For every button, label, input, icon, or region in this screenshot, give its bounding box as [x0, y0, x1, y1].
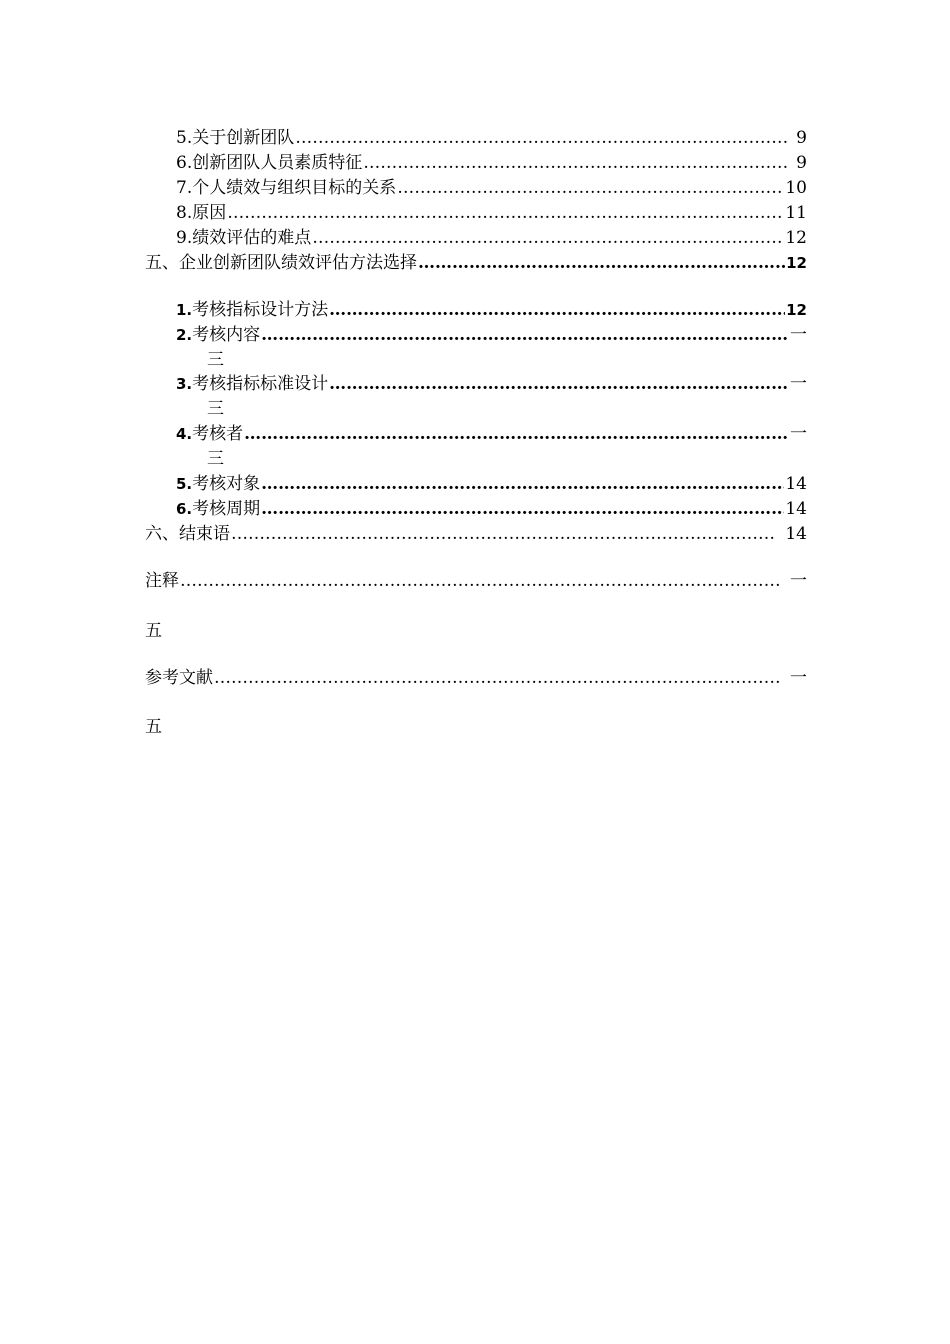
toc-entry[interactable] — [176, 472, 807, 496]
dot-leader — [312, 226, 784, 250]
toc-entry[interactable] — [176, 422, 807, 446]
toc-entry[interactable] — [176, 298, 807, 322]
dot-leader — [295, 126, 787, 150]
dot-leader — [244, 422, 789, 446]
toc-entry-title: 考核者 — [192, 424, 244, 444]
toc-entry-number: 7. — [176, 178, 193, 198]
toc-entry-page: 9 — [796, 128, 807, 148]
toc-entry-page: 9 — [796, 153, 807, 173]
toc-entry-page: 12 — [786, 301, 807, 319]
toc-entry-page: 一 — [790, 424, 807, 444]
toc-entry-number: 6. — [176, 500, 193, 518]
dot-leader — [261, 323, 789, 347]
toc-entry[interactable] — [176, 151, 807, 175]
toc-entry[interactable] — [176, 201, 807, 225]
toc-section-heading[interactable] — [145, 569, 807, 593]
toc-entry-title: 考核对象 — [192, 474, 261, 494]
toc-entry[interactable] — [176, 372, 807, 396]
toc-entry-page: 一 — [790, 571, 807, 591]
toc-entry-number: 2. — [176, 326, 193, 344]
dot-leader — [397, 176, 784, 200]
dot-leader — [231, 522, 774, 546]
toc-entry-title: 参考文献 — [145, 668, 213, 688]
toc-section-heading[interactable] — [145, 666, 807, 690]
toc-entry[interactable] — [176, 226, 807, 250]
toc-entry-title: 五、企业创新团队绩效评估方法选择 — [145, 253, 417, 273]
toc-entry-number: 3. — [176, 375, 193, 393]
toc-entry-number: 1. — [176, 301, 193, 319]
toc-entry-page: 一 — [790, 668, 807, 688]
toc-entry-title: 考核内容 — [192, 325, 261, 345]
toc-entry[interactable] — [176, 176, 807, 200]
toc-entry-page: 11 — [785, 203, 807, 223]
toc-entry-page: 14 — [785, 474, 807, 494]
toc-section-heading[interactable] — [145, 251, 807, 275]
toc-entry[interactable] — [176, 497, 807, 521]
toc-entry-title: 创新团队人员素质特征 — [192, 153, 363, 173]
toc-page-wrap: 三 — [207, 449, 224, 469]
toc-entry-title: 六、结束语 — [145, 524, 230, 544]
toc-section-heading[interactable] — [145, 522, 807, 546]
toc-entry-page: 14 — [785, 499, 807, 519]
toc-entry-number: 4. — [176, 425, 193, 443]
toc-entry-title: 考核周期 — [192, 499, 261, 519]
toc-entry-title: 原因 — [192, 203, 227, 223]
toc-entry-number: 5. — [176, 128, 193, 148]
dot-leader — [227, 201, 784, 225]
toc-entry-page: 一 — [790, 325, 807, 345]
toc-entry-number: 6. — [176, 153, 193, 173]
toc-entry-page: 一 — [790, 374, 807, 394]
toc-entry-number: 5. — [176, 475, 193, 493]
toc-entry-page: 12 — [786, 254, 807, 272]
toc-page-wrap: 五 — [145, 621, 162, 641]
toc-entry-page: 12 — [785, 228, 807, 248]
toc-entry-title: 注释 — [145, 571, 179, 591]
toc-page-wrap: 五 — [145, 717, 162, 737]
toc-entry-title: 考核指标标准设计 — [192, 374, 329, 394]
toc-entry-title: 关于创新团队 — [192, 128, 295, 148]
dot-leader — [261, 472, 784, 496]
dot-leader — [261, 497, 784, 521]
toc-entry-page: 14 — [785, 524, 807, 544]
dot-leader — [214, 666, 779, 690]
dot-leader — [329, 372, 789, 396]
dot-leader — [363, 151, 787, 175]
dot-leader — [180, 569, 779, 593]
toc-entry-title: 考核指标设计方法 — [192, 300, 329, 320]
toc-entry-number: 9. — [176, 228, 193, 248]
toc-entry-title: 绩效评估的难点 — [192, 228, 312, 248]
toc-entry-number: 8. — [176, 203, 193, 223]
toc-page-wrap: 三 — [207, 399, 224, 419]
toc-entry[interactable] — [176, 323, 807, 347]
dot-leader — [418, 251, 785, 275]
dot-leader — [329, 298, 785, 322]
toc-entry-title: 个人绩效与组织目标的关系 — [192, 178, 397, 198]
toc-entry[interactable] — [176, 126, 807, 150]
toc-page-wrap: 三 — [207, 350, 224, 370]
toc-entry-page: 10 — [785, 178, 807, 198]
